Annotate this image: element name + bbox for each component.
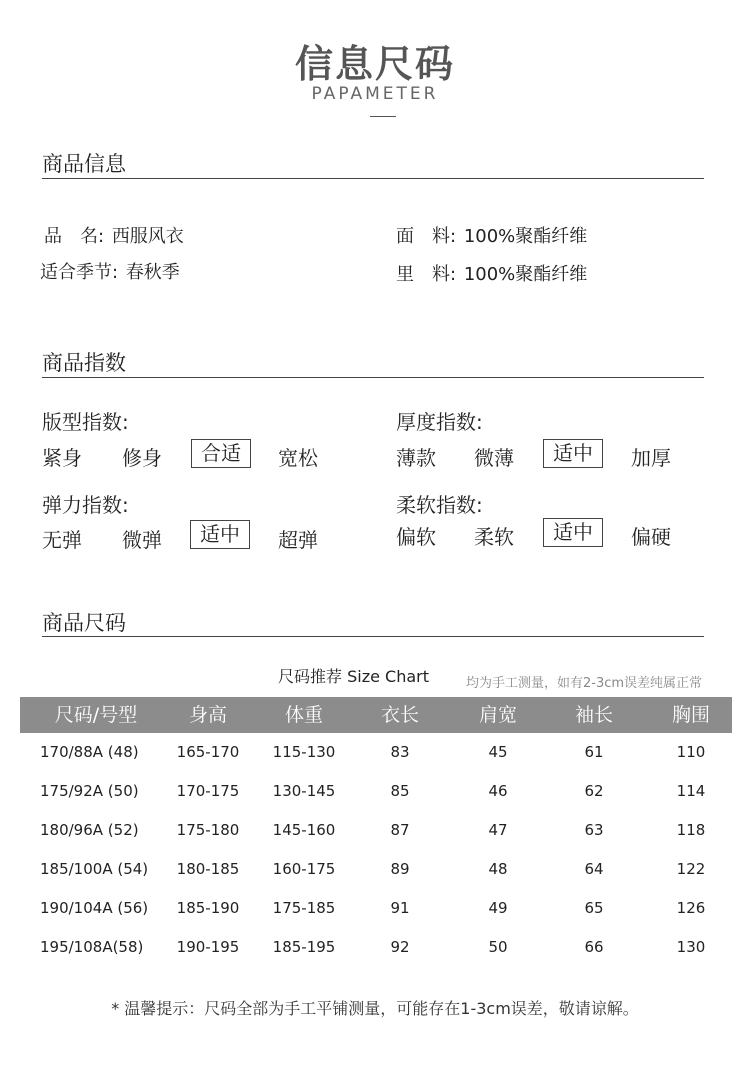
table-cell: 126: [676, 899, 706, 917]
info-lining-label: 里 料:: [396, 264, 457, 285]
info-name-label: 品 名:: [44, 226, 105, 247]
index-softness-option: 柔软: [474, 525, 514, 549]
table-cell: 83: [390, 743, 410, 761]
table-cell: 130: [676, 938, 706, 956]
table-row: [20, 733, 732, 772]
table-cell: 85: [390, 782, 410, 800]
index-elasticity-option-selected: 适中: [190, 520, 250, 549]
table-cell: 64: [584, 860, 604, 878]
table-cell: 180-185: [176, 860, 240, 878]
index-fit-option-selected: 合适: [191, 439, 251, 468]
index-softness-label: 柔软指数:: [396, 493, 483, 517]
index-elasticity-label: 弹力指数:: [42, 493, 129, 517]
table-cell: 118: [676, 821, 706, 839]
info-fabric-value: 100%聚酯纤维: [463, 226, 588, 247]
size-table-header-cell: 体重: [284, 704, 323, 726]
index-fit-option: 修身: [122, 446, 162, 470]
section-title-size: 商品尺码: [42, 611, 126, 635]
index-thickness-label: 厚度指数:: [396, 410, 483, 434]
table-cell: 61: [584, 743, 604, 761]
table-cell: 195/108A(58): [40, 938, 144, 956]
size-table-header-cell: 尺码/号型: [54, 704, 138, 726]
info-fabric-label: 面 料:: [396, 226, 457, 247]
index-thickness-option: 加厚: [631, 446, 671, 470]
table-cell: 87: [390, 821, 410, 839]
size-table-header-cell: 胸围: [671, 704, 710, 726]
index-elasticity-option: 超弹: [278, 528, 318, 552]
size-table-header-cell: 袖长: [574, 704, 613, 726]
section-title-product-info: 商品信息: [42, 152, 126, 176]
table-cell: 160-175: [272, 860, 336, 878]
table-cell: 175-180: [176, 821, 240, 839]
table-row: [20, 928, 732, 967]
index-elasticity-option: 无弹: [42, 528, 82, 552]
table-cell: 65: [584, 899, 604, 917]
table-cell: 130-145: [272, 782, 336, 800]
info-fabric: [396, 222, 587, 248]
info-season-value: 春秋季: [125, 262, 180, 283]
index-thickness-option: 薄款: [396, 446, 436, 470]
size-chart-note: 均为手工测量，如有2-3cm误差纯属正常: [466, 676, 703, 691]
table-cell: 92: [390, 938, 410, 956]
page-subtitle: PAPAMETER: [311, 84, 439, 104]
size-table-header-cell: 肩宽: [478, 704, 517, 726]
table-row: [20, 889, 732, 928]
info-season: [40, 258, 180, 284]
table-cell: 165-170: [176, 743, 240, 761]
page-title: 信息尺码: [294, 42, 455, 86]
table-cell: 45: [488, 743, 508, 761]
table-row: [20, 811, 732, 850]
info-name: [44, 222, 184, 248]
table-cell: 180/96A (52): [40, 821, 139, 839]
table-cell: 48: [488, 860, 508, 878]
index-thickness-option-selected: 适中: [543, 439, 603, 468]
table-cell: 50: [488, 938, 508, 956]
table-cell: 185/100A (54): [40, 860, 149, 878]
index-softness-option-selected: 适中: [543, 518, 603, 547]
title-divider: [370, 116, 396, 117]
size-table-header-cell: 身高: [188, 704, 227, 726]
table-cell: 49: [488, 899, 508, 917]
table-cell: 66: [584, 938, 604, 956]
table-cell: 89: [390, 860, 410, 878]
info-season-label: 适合季节:: [40, 262, 119, 283]
table-cell: 47: [488, 821, 508, 839]
table-cell: 114: [676, 782, 706, 800]
table-cell: 110: [676, 743, 706, 761]
table-cell: 175-185: [272, 899, 336, 917]
table-cell: 185-195: [272, 938, 336, 956]
table-cell: 170-175: [176, 782, 240, 800]
table-cell: 46: [488, 782, 508, 800]
table-cell: 145-160: [272, 821, 336, 839]
size-table-header: [20, 697, 732, 733]
info-name-value: 西服风衣: [111, 226, 184, 247]
table-cell: 91: [390, 899, 410, 917]
section-title-product-index: 商品指数: [42, 351, 126, 375]
index-softness-option: 偏软: [396, 525, 436, 549]
table-cell: 190-195: [176, 938, 240, 956]
footnote: * 温馨提示：尺码全部为手工平铺测量，可能存在1-3cm误差，敬请谅解。: [111, 999, 639, 1018]
info-lining: [396, 260, 587, 286]
table-cell: 122: [676, 860, 706, 878]
index-softness-option: 偏硬: [631, 525, 671, 549]
table-cell: 63: [584, 821, 604, 839]
index-elasticity-option: 微弹: [122, 528, 162, 552]
table-cell: 170/88A (48): [40, 743, 139, 761]
index-fit-option: 宽松: [278, 446, 318, 470]
table-cell: 62: [584, 782, 604, 800]
section-divider: [42, 377, 704, 378]
table-cell: 175/92A (50): [40, 782, 139, 800]
table-cell: 190/104A (56): [40, 899, 149, 917]
section-divider: [42, 636, 704, 637]
index-fit-label: 版型指数:: [42, 410, 129, 434]
size-chart-title: 尺码推荐 Size Chart: [278, 667, 429, 686]
table-row: [20, 772, 732, 811]
info-lining-value: 100%聚酯纤维: [463, 264, 588, 285]
size-table-header-cell: 衣长: [380, 704, 419, 726]
table-cell: 115-130: [272, 743, 336, 761]
table-row: [20, 850, 732, 889]
section-divider: [42, 178, 704, 179]
index-thickness-option: 微薄: [474, 446, 514, 470]
table-cell: 185-190: [176, 899, 240, 917]
index-fit-option: 紧身: [42, 446, 82, 470]
